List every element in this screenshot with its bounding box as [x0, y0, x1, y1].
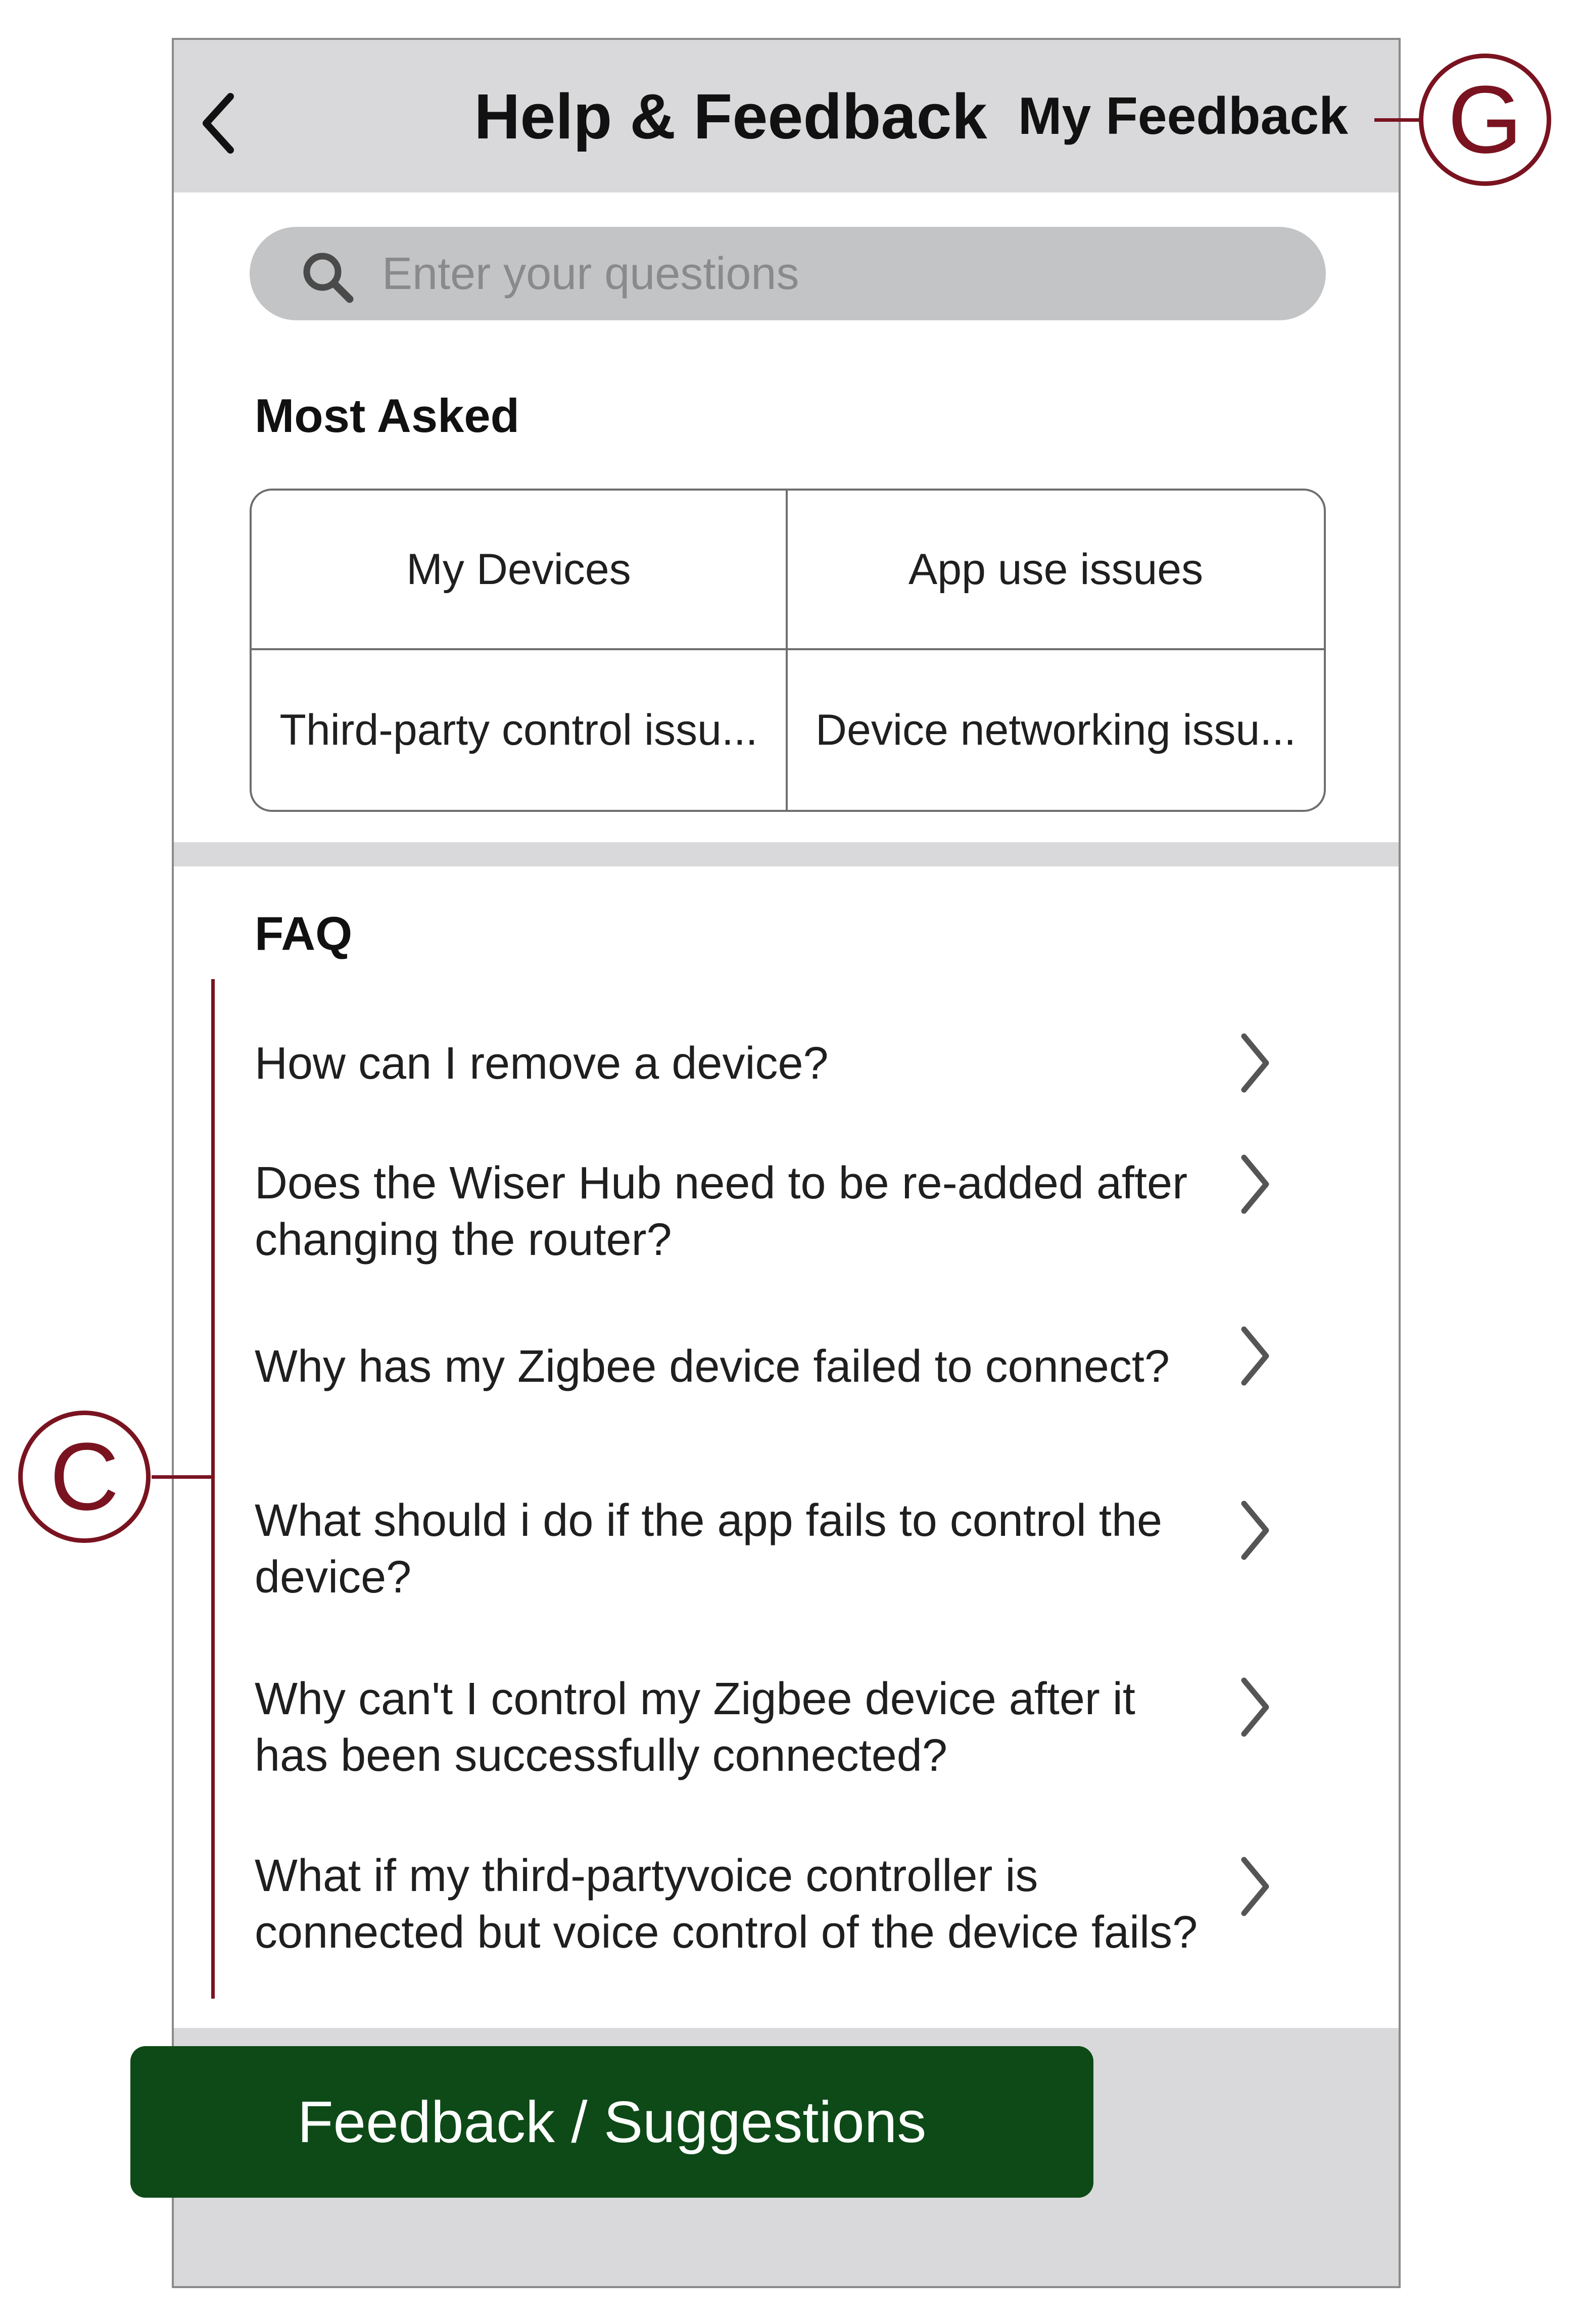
- faq-question-line: Does the Wiser Hub need to be re-added after: [255, 1158, 1188, 1208]
- faq-question-line: changing the router?: [255, 1215, 672, 1265]
- most-asked-app-use-issues[interactable]: App use issues: [788, 491, 1324, 650]
- callout-c-marker: C: [18, 1411, 151, 1543]
- faq-item-zigbee-control[interactable]: [255, 1649, 1326, 1821]
- chevron-right-icon: [1235, 1030, 1275, 1096]
- faq-item-wiser-hub[interactable]: [255, 1126, 1326, 1298]
- chevron-right-icon: [1235, 1854, 1275, 1919]
- faq-item-remove-device[interactable]: [255, 1005, 1326, 1121]
- callout-c-bracket-line: [211, 979, 215, 1999]
- faq-question-line: Why can't I control my Zigbee device after it: [255, 1674, 1135, 1724]
- callout-g-marker: G: [1419, 54, 1551, 186]
- search-icon: [300, 250, 356, 305]
- chevron-right-icon: [1235, 1151, 1275, 1217]
- chevron-right-icon: [1235, 1323, 1275, 1389]
- most-asked-device-networking[interactable]: Device networking issu...: [815, 705, 1297, 754]
- most-asked-grid: [250, 489, 1326, 812]
- faq-question-line: device?: [255, 1552, 412, 1603]
- phone-screen: [172, 38, 1401, 2288]
- header-bar: [174, 40, 1399, 192]
- faq-question: [255, 1155, 1215, 1268]
- most-asked-third-party-control[interactable]: Third-party control issu...: [252, 650, 788, 810]
- section-divider: [174, 842, 1399, 866]
- faq-question: [255, 1035, 1215, 1092]
- faq-item-voice-control[interactable]: [255, 1828, 1326, 2000]
- faq-question-line: has been successfully connected?: [255, 1730, 947, 1781]
- faq-item-app-fails[interactable]: [255, 1472, 1326, 1644]
- faq-question-line: What should i do if the app fails to control the: [255, 1495, 1163, 1546]
- faq-question-line: How can I remove a device?: [255, 1038, 829, 1089]
- faq-question: [255, 1492, 1215, 1606]
- callout-g-leader-line: [1374, 118, 1420, 122]
- faq-item-zigbee-failed[interactable]: [255, 1298, 1326, 1470]
- chevron-right-icon: [1235, 1674, 1275, 1740]
- chevron-right-icon: [1235, 1497, 1275, 1563]
- faq-heading: FAQ: [255, 907, 353, 960]
- feedback-suggestions-button[interactable]: Feedback / Suggestions: [130, 2046, 1093, 2198]
- search-input[interactable]: [381, 227, 1293, 321]
- faq-question: [255, 1671, 1215, 1784]
- most-asked-my-devices[interactable]: My Devices: [252, 491, 788, 650]
- faq-question-line: What if my third-partyvoice controller is: [255, 1851, 1038, 1901]
- faq-question: [255, 1848, 1215, 1961]
- faq-question: [255, 1338, 1215, 1395]
- my-feedback-link[interactable]: My Feedback: [1018, 86, 1348, 146]
- callout-c-leader-line: [152, 1475, 215, 1479]
- faq-question-line: connected but voice control of the device fails?: [255, 1907, 1198, 1958]
- faq-question-line: Why has my Zigbee device failed to connect?: [255, 1341, 1170, 1392]
- most-asked-heading: Most Asked: [255, 389, 520, 442]
- page-title: Help & Feedback: [474, 80, 987, 152]
- search-bar[interactable]: [250, 227, 1326, 320]
